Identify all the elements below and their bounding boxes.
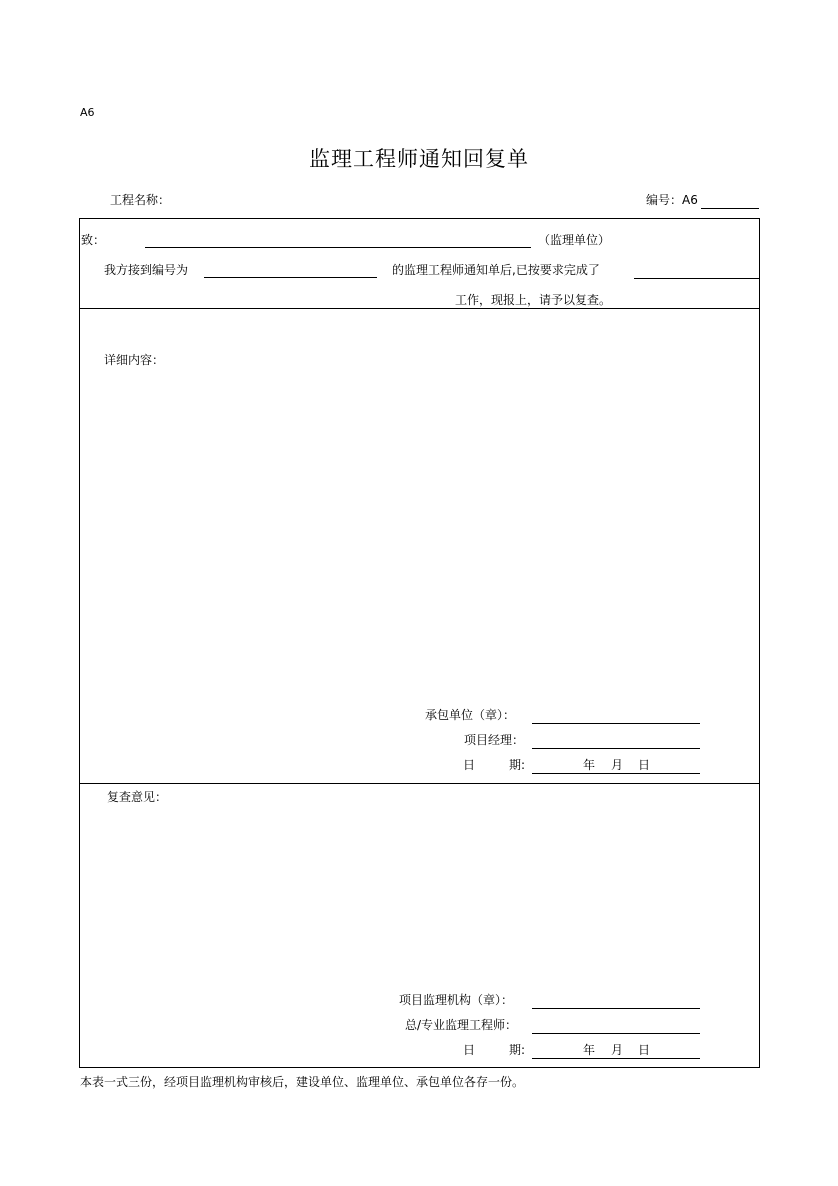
project-manager-field[interactable] — [532, 748, 700, 749]
review-label: 复查意见： — [107, 790, 168, 804]
chief-engineer-field[interactable] — [532, 1033, 700, 1034]
project-manager-label: 项目经理： — [464, 733, 525, 747]
review-date-label-suffix: 期: — [509, 1043, 526, 1057]
completed-work-field[interactable] — [634, 278, 760, 279]
review-date-month-label: 月 — [611, 1043, 624, 1057]
to-label: 致： — [81, 233, 106, 247]
notice-number-field[interactable] — [204, 277, 377, 278]
review-date-year-label: 年 — [583, 1043, 596, 1057]
to-field[interactable] — [145, 247, 531, 248]
supervision-org-label: 项目监理机构（章）： — [399, 993, 514, 1007]
contractor-label: 承包单位（章）： — [425, 708, 516, 722]
received-prefix: 我方接到编号为 — [104, 263, 189, 277]
number-field[interactable] — [701, 208, 759, 209]
form-code: A6 — [80, 106, 95, 119]
project-name-label: 工程名称： — [110, 193, 171, 207]
section-divider — [79, 783, 760, 784]
supervision-org-field[interactable] — [532, 1008, 700, 1009]
date-day-label: 日 — [638, 758, 651, 772]
completed-suffix: 工作，现报上，请予以复查。 — [455, 293, 612, 307]
footer-note: 本表一式三份，经项目监理机构审核后，建设单位、监理单位、承包单位各存一份。 — [80, 1075, 525, 1089]
supervisor-unit-suffix: （监理单位） — [538, 233, 611, 247]
completed-work-field-continued[interactable] — [79, 308, 450, 309]
date-year-label: 年 — [583, 758, 596, 772]
date-label: 日 — [463, 758, 476, 772]
review-date-day-label: 日 — [638, 1043, 651, 1057]
chief-engineer-label: 总/专业监理工程师： — [405, 1018, 518, 1032]
date-month-label: 月 — [611, 758, 624, 772]
detail-label: 详细内容： — [104, 353, 165, 367]
form-table — [79, 218, 760, 1068]
review-date-field[interactable] — [532, 1058, 700, 1059]
review-date-label: 日 — [463, 1043, 476, 1057]
received-middle: 的监理工程师通知单后,已按要求完成了 — [392, 263, 600, 277]
date-field[interactable] — [532, 773, 700, 774]
date-label-suffix: 期: — [509, 758, 526, 772]
number-label: 编号：A6 — [646, 193, 698, 207]
contractor-field[interactable] — [532, 723, 700, 724]
page-title: 监理工程师通知回复单 — [309, 147, 529, 171]
